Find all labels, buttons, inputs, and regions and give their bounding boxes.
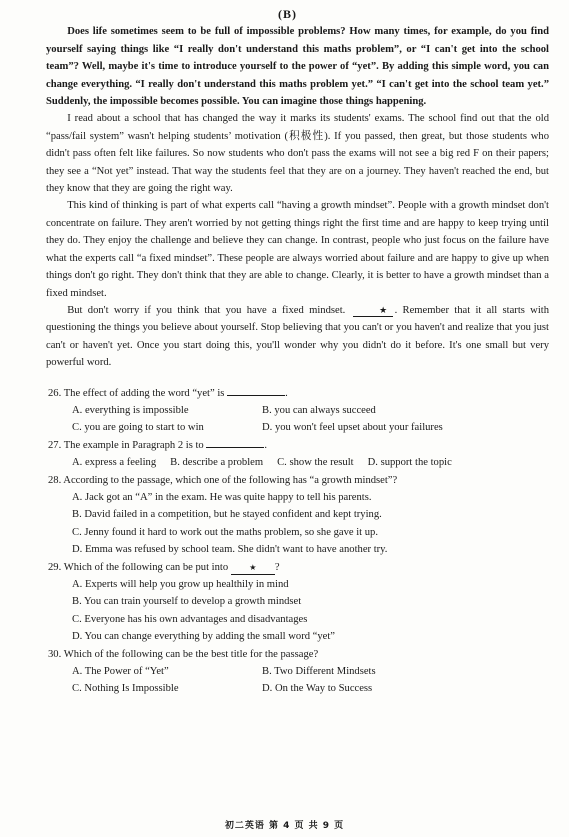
page-footer: 初二英语 第 4 页 共 9 页 (224, 821, 345, 831)
question-29-options (48, 576, 549, 646)
question-30-options (48, 663, 549, 698)
option-30b[interactable]: B. Two Different Mindsets (262, 666, 376, 678)
option-30d[interactable]: D. On the Way to Success (262, 683, 373, 695)
question-27-text: 27. The example in Paragraph 2 is to (48, 439, 204, 451)
question-26-blank (227, 395, 285, 396)
option-28b[interactable]: B. David failed in a competition, but he stayed confident and kept trying. (72, 509, 382, 521)
option-29a[interactable]: A. Experts will help you grow up healthily in mind (72, 579, 289, 590)
question-28-stem: 28. According to the passage, which one of the following has “a growth mindset”? (48, 474, 398, 486)
option-26b[interactable]: B. you can always succeed (262, 404, 376, 416)
question-29-blank: ★ (231, 562, 275, 575)
option-28d[interactable]: D. Emma was refused by school team. She didn't want to have another try. (72, 544, 388, 556)
option-30c[interactable]: C. Nothing Is Impossible (72, 683, 179, 695)
option-26d[interactable]: D. you won't feel upset about your failures (262, 422, 443, 434)
question-26 (48, 385, 549, 437)
option-27c[interactable]: C. show the result (277, 457, 354, 469)
section-label: (B) (278, 7, 297, 21)
passage-paragraph-4 (46, 302, 549, 372)
option-27b[interactable]: B. describe a problem (170, 457, 264, 469)
question-30 (48, 646, 549, 698)
paragraph-4-after: . Remember that it all starts with questioning the things you believe about yourself. Stop believing that you can't or you haven't and realize that you just can't or haven't yet. Once you start doing this, you'll wonder why you didn't do it before. It's one small but very powerful word. (46, 304, 550, 369)
question-27 (48, 437, 549, 472)
question-27-blank (206, 447, 264, 448)
question-27-options (48, 454, 549, 471)
passage-paragraph-2: I read about a school that has changed the way it marks its students' exams. The school find out that the old “pass/fail system” wasn't helping students’ motivation (积极性). If you passed, then great, but those students who didn't pass often felt like failures. So now students who don't pass the exams will not see a big red F on their papers; they see a “Not yet” instead. That way the students feel that they are on a journey. They haven't reached the end, but they know that they are going the right way. (46, 113, 549, 195)
question-28-options (48, 489, 549, 559)
option-27a[interactable]: A. express a feeling (72, 457, 157, 469)
option-30a[interactable]: A. The Power of “Yet” (72, 666, 169, 678)
question-list (48, 385, 549, 698)
question-29 (48, 559, 549, 646)
option-26a[interactable]: A. everything is impossible (72, 404, 189, 416)
question-26-end: . (285, 387, 288, 399)
answer-blank-star: ★ (353, 304, 393, 317)
option-29c[interactable]: C. Everyone has his own advantages and disadvantages (72, 613, 308, 625)
option-29b[interactable]: B. You can train yourself to develop a growth mindset (72, 596, 302, 608)
question-26-text: 26. The effect of adding the word “yet” is (48, 387, 225, 399)
question-27-end: . (264, 439, 268, 451)
question-26-stem (48, 385, 549, 402)
option-26c[interactable]: C. you are going to start to win (72, 422, 204, 434)
option-28c[interactable]: C. Jenny found it hard to work out the maths problem, so she gave it up. (72, 526, 378, 538)
question-29-text: 29. Which of the following can be put into (48, 561, 229, 573)
question-26-options (48, 402, 549, 437)
paragraph-4-before: But don't worry if you think that you have a fixed mindset. (67, 304, 346, 316)
question-28 (48, 472, 549, 559)
question-27-stem (48, 437, 549, 454)
passage-paragraph-1: Does life sometimes seem to be full of impossible problems? How many times, for example, do you find yourself saying things like “I really don't understand this maths problem”, or “I can't get into the school team”? Well, maybe it's time to introduce yourself to the power of “yet”. By adding this simple word, you can change everything. “I really don't understand this maths problem yet.” “I can't get into the school team yet.” Suddenly, the impossible becomes possible. You can imagine those things happening. (46, 26, 549, 108)
question-29-stem (48, 559, 549, 576)
question-30-stem: 30. Which of the following can be the best title for the passage? (48, 648, 319, 660)
question-29-end: ? (274, 561, 280, 573)
option-28a[interactable]: A. Jack got an “A” in the exam. He was quite happy to tell his parents. (72, 491, 372, 503)
option-27d[interactable]: D. support the topic (367, 457, 452, 469)
option-29d[interactable]: D. You can change everything by adding the small word “yet” (72, 631, 336, 643)
passage-paragraph-3: This kind of thinking is part of what experts call “having a growth mindset”. People with a growth mindset don't concentrate on failure. They aren't worried by not getting things right the first time and are happy to keep trying until they do. They enjoy the challenge and believe they can change. In contrast, people who just focus on the failure have what the experts call “a fixed mindset”. These people are always worried about failure and are happy to give up when things don't go right. They don't think that they are able to change. Clearly, it is better to have a growth mindset than a fixed mindset. (46, 200, 549, 299)
